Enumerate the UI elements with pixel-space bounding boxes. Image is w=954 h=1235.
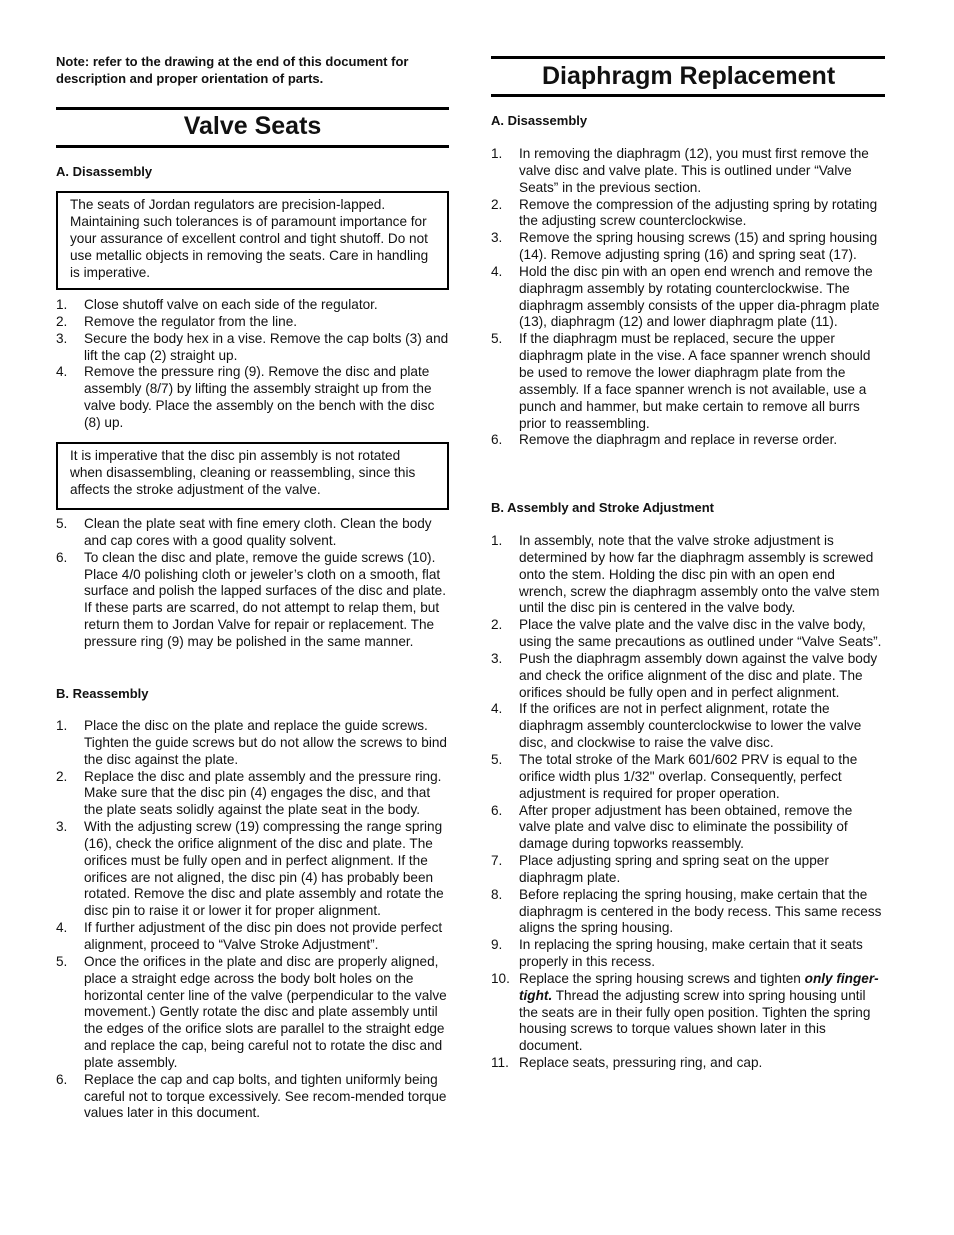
list-item <box>56 550 449 651</box>
list-item <box>491 146 885 197</box>
list-item <box>491 197 885 231</box>
list-item <box>491 887 885 938</box>
step-number: 6. <box>56 1071 68 1087</box>
step-text: Remove the spring housing screws (15) and spring housing (14). Remove adjusting spring (16) and spring seat (17). <box>519 230 878 263</box>
subheading-disassembly: A. Disassembly <box>56 164 153 179</box>
step-text: Place the valve plate and the valve disc in the valve body, using the same precautions as outlined under “Valve Seats”. <box>519 617 882 650</box>
list-item <box>491 651 885 702</box>
step-text: Replace the spring housing screws and tighten <box>519 970 805 986</box>
list-item <box>491 230 885 264</box>
step-number: 3. <box>491 650 503 666</box>
rule-bottom <box>56 145 449 148</box>
step-text: Replace the disc and plate assembly and the pressure ring. Make sure that the disc pin (4) engages the disc, and that the plate seats solidly against the plate seat in the body. <box>84 768 442 818</box>
step-number: 6. <box>491 802 503 818</box>
step-text: In removing the diaphragm (12), you must first remove the valve disc and valve plate. This is outlined under “Valve Seats” in the previous section. <box>519 146 869 195</box>
subheading-disassembly: A. Disassembly <box>491 113 588 128</box>
diaphragm-disassembly-steps <box>491 146 885 449</box>
step-text: Thread the adjusting screw into spring housing until the seats are in their fully open position. Tighten the spring housing screws to torque values shown later in this document. <box>519 987 871 1054</box>
assembly-steps <box>491 533 885 1072</box>
step-text: After proper adjustment has been obtained, remove the valve plate and valve disc to eliminate the possibility of damage during topworks reassembly. <box>519 802 853 852</box>
step-number: 3. <box>56 330 68 346</box>
list-item <box>56 314 449 331</box>
disassembly-steps-continued <box>56 516 449 651</box>
list-item <box>491 937 885 971</box>
list-item <box>56 718 449 769</box>
step-text: Close shutoff valve on each side of the regulator. <box>84 297 378 312</box>
list-item <box>56 516 449 550</box>
reassembly-steps <box>56 718 449 1122</box>
caution-box-seats: The seats of Jordan regulators are precision-lapped. Maintaining such tolerances is of paramount importance for your assurance of excellent control and tight shutoff. Do not use metallic objects in removing the seats. Care in handling is imperative. <box>56 191 449 290</box>
list-item <box>491 264 885 331</box>
step-text: The total stroke of the Mark 601/602 PRV is equal to the orifice width plus 1/32" overlap. Consequently, perfect adjustment is required for proper operation. <box>519 751 858 801</box>
list-item <box>491 533 885 617</box>
list-item <box>491 331 885 432</box>
list-item <box>491 752 885 803</box>
step-number: 4. <box>491 263 503 279</box>
step-text: Place the disc on the plate and replace the guide screws. Tighten the guide screws but do not allow the screws to bind the disc against the plate. <box>84 718 447 767</box>
step-text: Replace the cap and cap bolts, and tighten uniformly being careful not to torque excessively. See recom-mended torque values later in this document. <box>84 1071 447 1121</box>
rule-top <box>56 107 449 110</box>
list-item <box>491 971 885 1055</box>
step-number: 1. <box>56 718 68 733</box>
list-item <box>491 803 885 854</box>
rule-top <box>491 56 885 59</box>
step-text: In assembly, note that the valve stroke adjustment is determined by how far the diaphragm assembly is screwed onto the stem. Holding the disc pin with an open end wrench, screw the diaphragm assembly onto the valve stem until the disc pin is centered in the valve body. <box>519 533 880 616</box>
list-item <box>56 297 449 314</box>
list-item <box>491 701 885 752</box>
list-item <box>491 432 885 449</box>
step-number: 4. <box>56 920 68 936</box>
step-number: 3. <box>56 819 68 835</box>
list-item <box>56 954 449 1072</box>
step-text: If the diaphragm must be replaced, secure the upper diaphragm plate in the vise. A face spanner wrench should be used to remove the lower diaphragm plate from the assembly. If a face spanner wrench is not available, use a punch and hammer, but make certain to remove all burrs prior to reassembling. <box>519 331 871 431</box>
list-item <box>56 769 449 820</box>
step-text: Before replacing the spring housing, make certain that the diaphragm is centered in the body recess. This same recess aligns the spring housing. <box>519 886 882 936</box>
step-number: 3. <box>491 230 503 246</box>
step-number: 1. <box>56 297 68 312</box>
list-item <box>56 364 449 431</box>
step-number: 8. <box>491 886 503 902</box>
step-number: 2. <box>491 196 503 212</box>
emphasis-text: only finger-tight. <box>519 970 879 1003</box>
step-number: 6. <box>56 549 68 565</box>
section-title-valve-seats: Valve Seats <box>183 112 322 140</box>
step-text: Remove the diaphragm and replace in reverse order. <box>519 432 838 448</box>
disassembly-steps <box>56 297 449 432</box>
list-item <box>491 853 885 887</box>
list-item <box>56 920 449 954</box>
step-number: 1. <box>491 146 503 161</box>
step-number: 6. <box>491 432 503 448</box>
step-text: Place adjusting spring and spring seat on the upper diaphragm plate. <box>519 853 829 885</box>
step-number: 2. <box>56 768 68 784</box>
caution-box-disc-pin: It is imperative that the disc pin assembly is not rotated when disassembling, cleaning or reassembling, since this affects the stroke adjustment of the valve. <box>56 442 449 510</box>
step-number: 2. <box>491 617 503 633</box>
list-item <box>56 819 449 920</box>
step-number: 5. <box>491 751 503 767</box>
step-text: Once the orifices in the plate and disc are properly aligned, place a straight edge across the body bolt holes on the horizontal center line of the valve (perpendicular to the valve movement.) Gently rotate the disc and plate assembly until the edges of the orifice slots are parallel to the straight edge and replace the cap, being careful not to rotate the disc and plate assembly. <box>84 953 447 1070</box>
step-text: Remove the compression of the adjusting spring by rotating the adjusting screw counterclockwise. <box>519 196 878 229</box>
step-text: Remove the regulator from the line. <box>84 313 298 329</box>
step-text: In replacing the spring housing, make certain that it seats properly in this recess. <box>519 937 863 970</box>
subheading-reassembly: B. Reassembly <box>56 686 149 701</box>
step-text: To clean the disc and plate, remove the guide screws (10). Place 4/0 polishing cloth or jeweler’s cloth on a smooth, flat surface and polish the lapped surfaces of the disc and plate. If these parts are scarred, do not attempt to relap them, but return them to Jordan Valve for repair or replacement. The pressure ring (9) may be polished in the same manner. <box>84 549 446 649</box>
step-text: Replace seats, pressuring ring, and cap. <box>519 1055 763 1071</box>
step-text: With the adjusting screw (19) compressing the range spring (16), check the orifice alignment of the disc and plate. The orifices must be fully open and in perfect alignment. If the orifices are not aligned, the disc pin (4) has probably been rotated. Remove the disc and plate assembly and rotate the disc pin to raise it or lower it for proper alignment. <box>84 819 444 919</box>
list-item <box>56 1072 449 1123</box>
note-text: Note: refer to the drawing at the end of this document for description and proper orientation of parts. <box>56 54 409 86</box>
step-text: Hold the disc pin with an open end wrench and remove the diaphragm assembly by rotating counterclockwise. The diaphragm assembly consists of the upper dia-phragm plate (13), diaphragm (12) and lower diaphragm plate (11). <box>519 263 880 330</box>
step-number: 5. <box>56 953 68 969</box>
step-number: 1. <box>491 533 503 548</box>
step-number: 2. <box>56 313 68 329</box>
list-item <box>491 1055 885 1072</box>
step-number: 5. <box>56 516 68 531</box>
step-number: 10. <box>491 970 510 986</box>
step-number: 7. <box>491 853 503 869</box>
step-number: 11. <box>491 1055 509 1071</box>
step-text: If the orifices are not in perfect alignment, rotate the diaphragm assembly counterclockwise to lower the valve disc, and clockwise to raise the valve disc. <box>519 701 862 751</box>
rule-bottom <box>491 94 885 97</box>
step-text: Secure the body hex in a vise. Remove the cap bolts (3) and lift the cap (2) straight up. <box>84 330 449 363</box>
step-number: 5. <box>491 331 503 347</box>
section-title-diaphragm: Diaphragm Replacement <box>542 62 836 90</box>
step-text: Push the diaphragm assembly down against the valve body and check the orifice alignment of the disc and plate. The orifices should be fully open and in perfect alignment. <box>519 650 878 700</box>
step-number: 4. <box>491 701 503 717</box>
step-text: If further adjustment of the disc pin does not provide perfect alignment, proceed to “Valve Stroke Adjustment”. <box>84 920 443 952</box>
list-item <box>56 331 449 365</box>
list-item <box>491 617 885 651</box>
step-text: Clean the plate seat with fine emery cloth. Clean the body and cap cores with a good quality solvent. <box>84 516 432 548</box>
step-number: 9. <box>491 937 503 953</box>
step-number: 4. <box>56 364 68 380</box>
subheading-assembly-stroke: B. Assembly and Stroke Adjustment <box>491 500 714 515</box>
step-text: Remove the pressure ring (9). Remove the disc and plate assembly (8/7) by lifting the assembly straight up from the valve body. Place the assembly on the bench with the disc (8) up. <box>84 364 435 430</box>
